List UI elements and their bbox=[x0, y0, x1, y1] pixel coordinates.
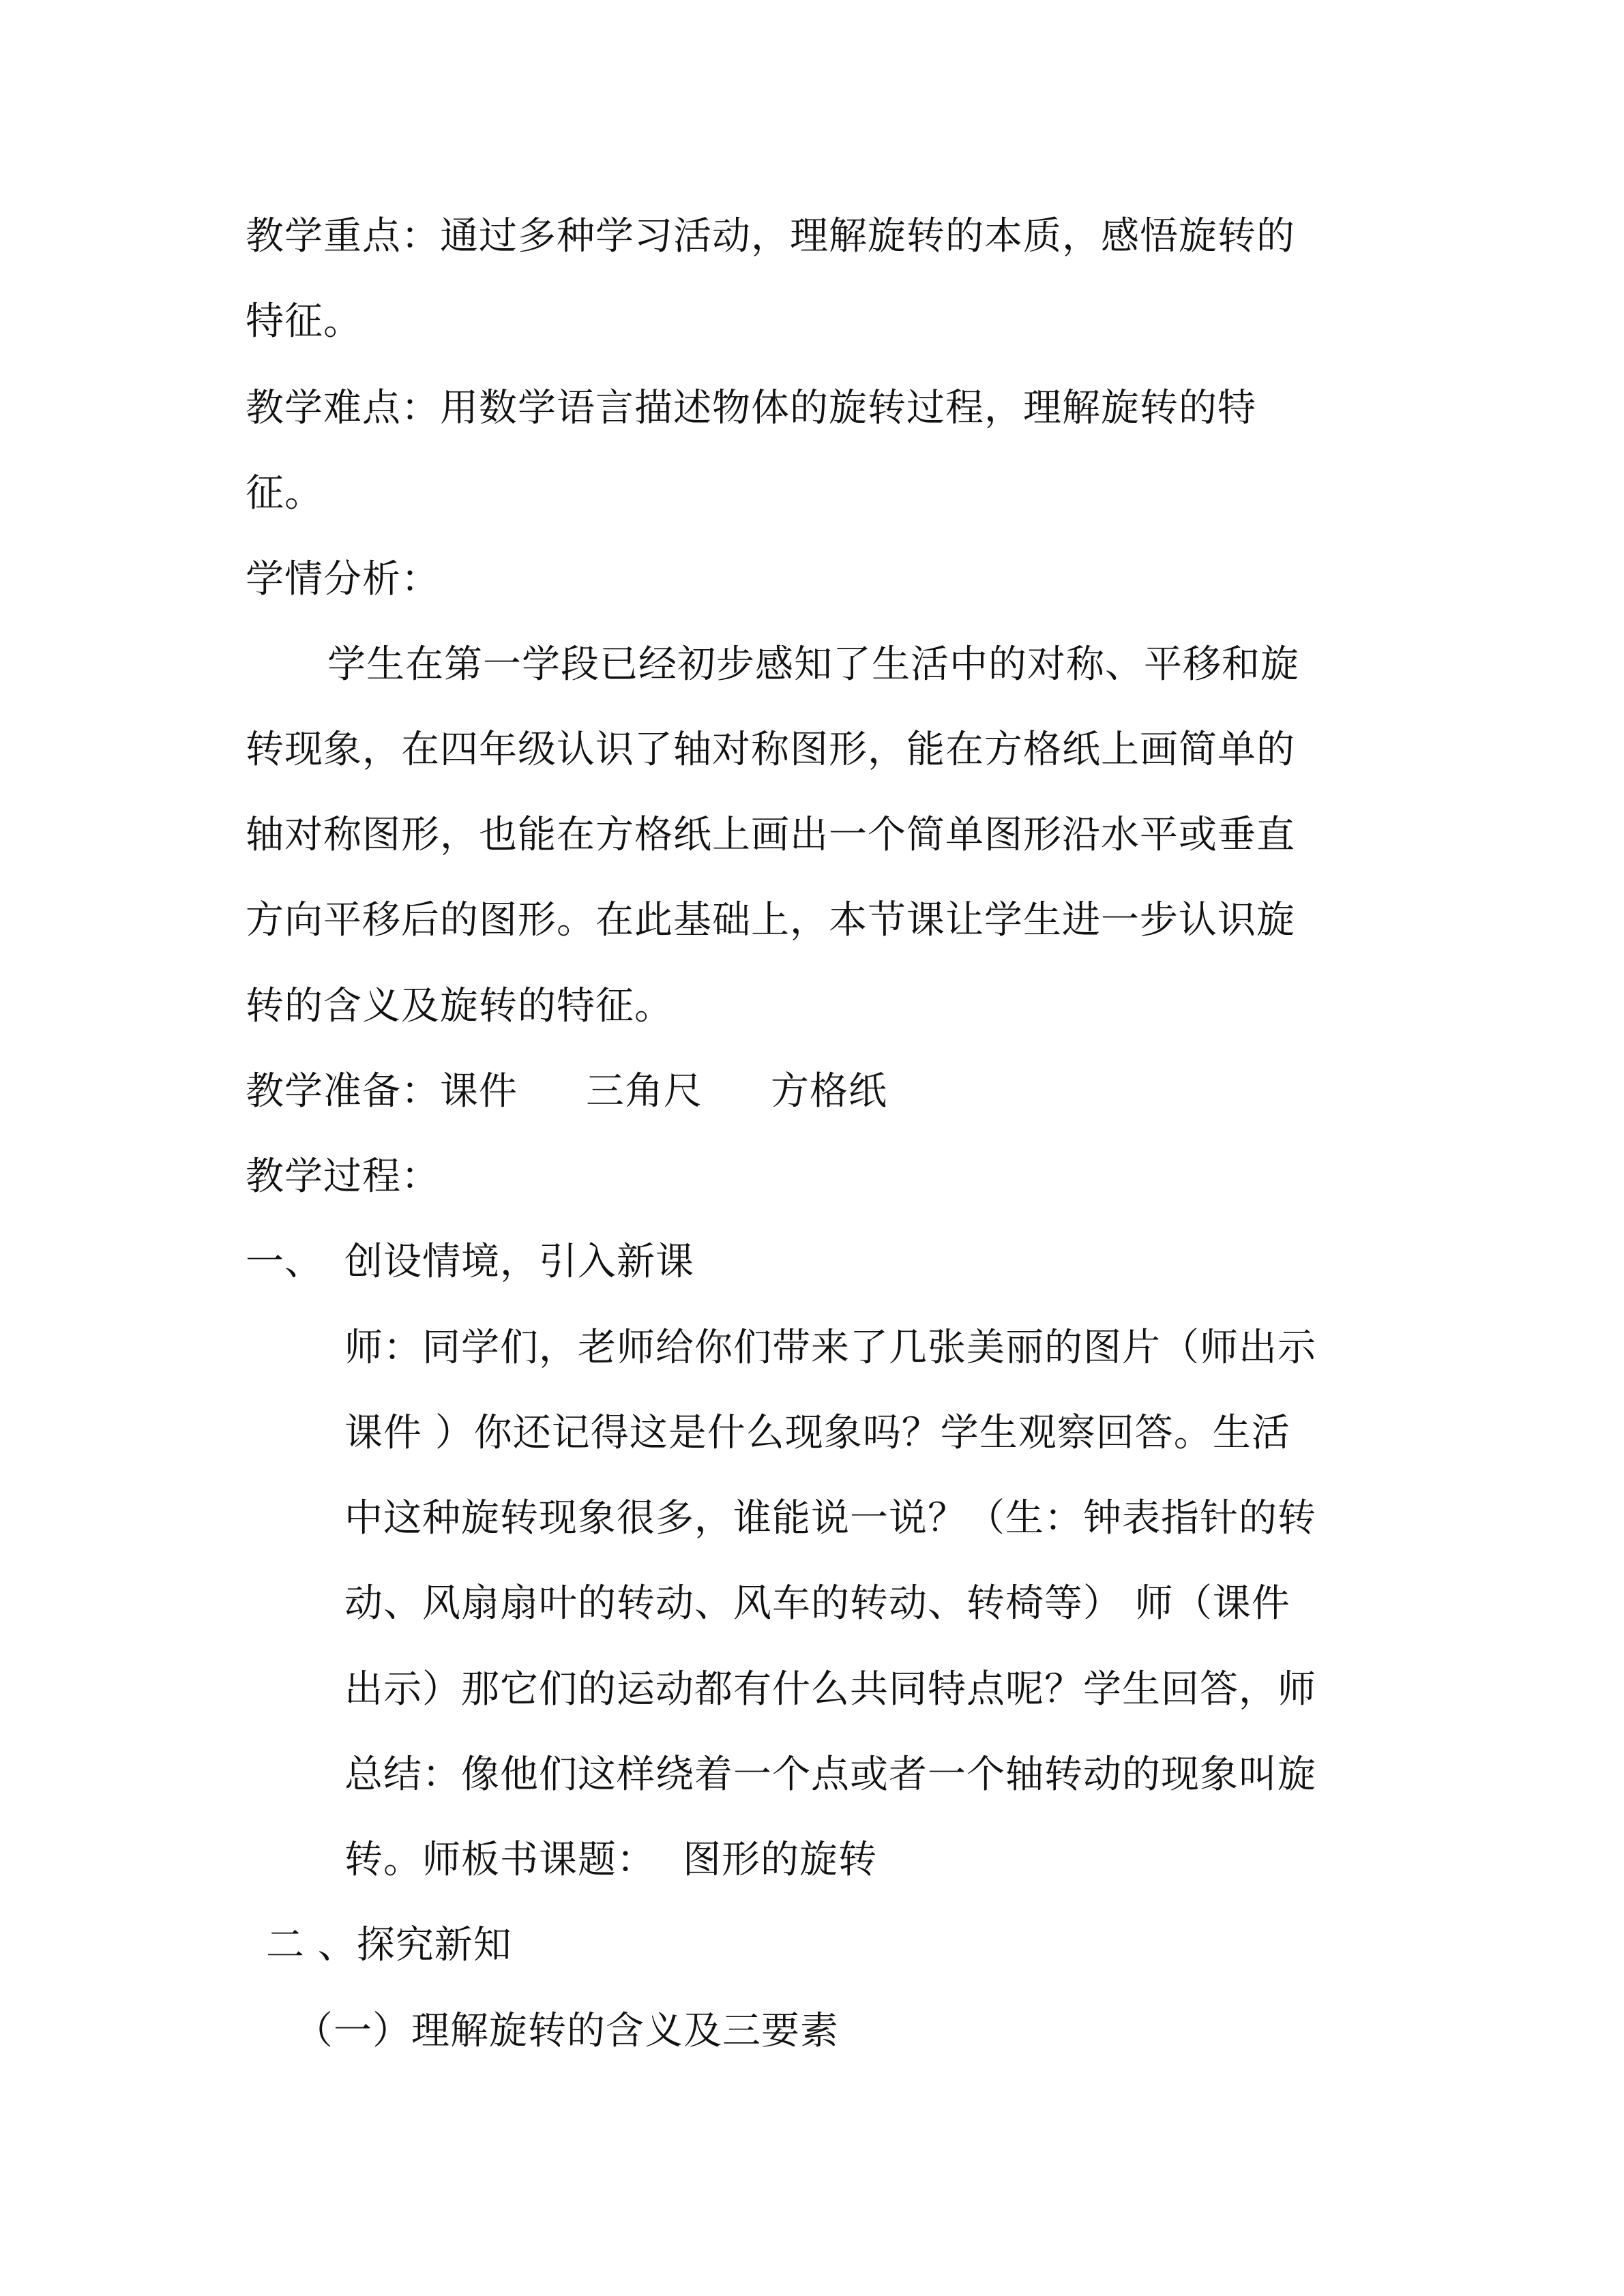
analysis-line-2: 转现象，在四年级认识了轴对称图形，能在方格纸上画简单的 bbox=[246, 728, 1295, 772]
analysis-line-5: 转的含义及旋转的特征。 bbox=[246, 984, 673, 1028]
section-1-line-5: 出示）那它们的运动都有什么共同特点呢？学生回答，师 bbox=[344, 1667, 1316, 1712]
analysis-line-1: 学生在第一学段已经初步感知了生活中的对称、平移和旋 bbox=[327, 642, 1299, 687]
process-heading: 教学过程： bbox=[246, 1154, 440, 1199]
section-1-line-3: 中这种旋转现象很多，谁能说一说？（生：钟表指针的转 bbox=[344, 1496, 1316, 1540]
section-1-line-6: 总结：像他们这样绕着一个点或者一个轴转动的现象叫旋 bbox=[344, 1753, 1316, 1797]
preparation-item-courseware: 课件 bbox=[440, 1069, 518, 1114]
preparation-label: 教学准备： bbox=[246, 1069, 440, 1114]
key-point-line-1: 教学重点：通过多种学习活动，理解旋转的本质，感悟旋转的 bbox=[246, 214, 1295, 258]
analysis-line-3: 轴对称图形，也能在方格纸上画出一个简单图形沿水平或垂直 bbox=[246, 813, 1295, 857]
section-2-title: 二 、探究新知 bbox=[266, 1923, 512, 1967]
difficulty-line-1: 教学难点：用数学语言描述物体的旋转过程，理解旋转的特 bbox=[246, 386, 1256, 430]
preparation-item-grid-paper: 方格纸 bbox=[771, 1069, 887, 1114]
section-1-title: 创设情境，引入新课 bbox=[344, 1240, 694, 1284]
preparation-line bbox=[246, 1068, 887, 1116]
section-1-last-line bbox=[344, 1836, 877, 1884]
analysis-heading: 学情分析： bbox=[246, 557, 440, 601]
board-title-prefix: 转。师板书课题： bbox=[344, 1838, 655, 1882]
preparation-item-triangle-ruler: 三角尺 bbox=[586, 1069, 703, 1114]
section-1-line-2: 课件 ）你还记得这是什么现象吗？学生观察回答。生活 bbox=[344, 1411, 1290, 1455]
board-title: 图形的旋转 bbox=[683, 1838, 877, 1882]
section-1-line-4: 动、风扇扇叶的转动、风车的转动、转椅等） 师（课件 bbox=[344, 1581, 1290, 1626]
section-1-line-1: 师：同学们，老师给你们带来了几张美丽的图片（师出示 bbox=[344, 1326, 1316, 1370]
analysis-line-4: 方向平移后的图形。在此基础上，本节课让学生进一步认识旋 bbox=[246, 898, 1295, 942]
subsection-1-title: （一）理解旋转的含义及三要素 bbox=[295, 2009, 839, 2053]
section-1-number: 一、 bbox=[246, 1240, 323, 1284]
difficulty-line-2: 征。 bbox=[246, 471, 323, 516]
key-point-line-2: 特征。 bbox=[246, 299, 362, 344]
